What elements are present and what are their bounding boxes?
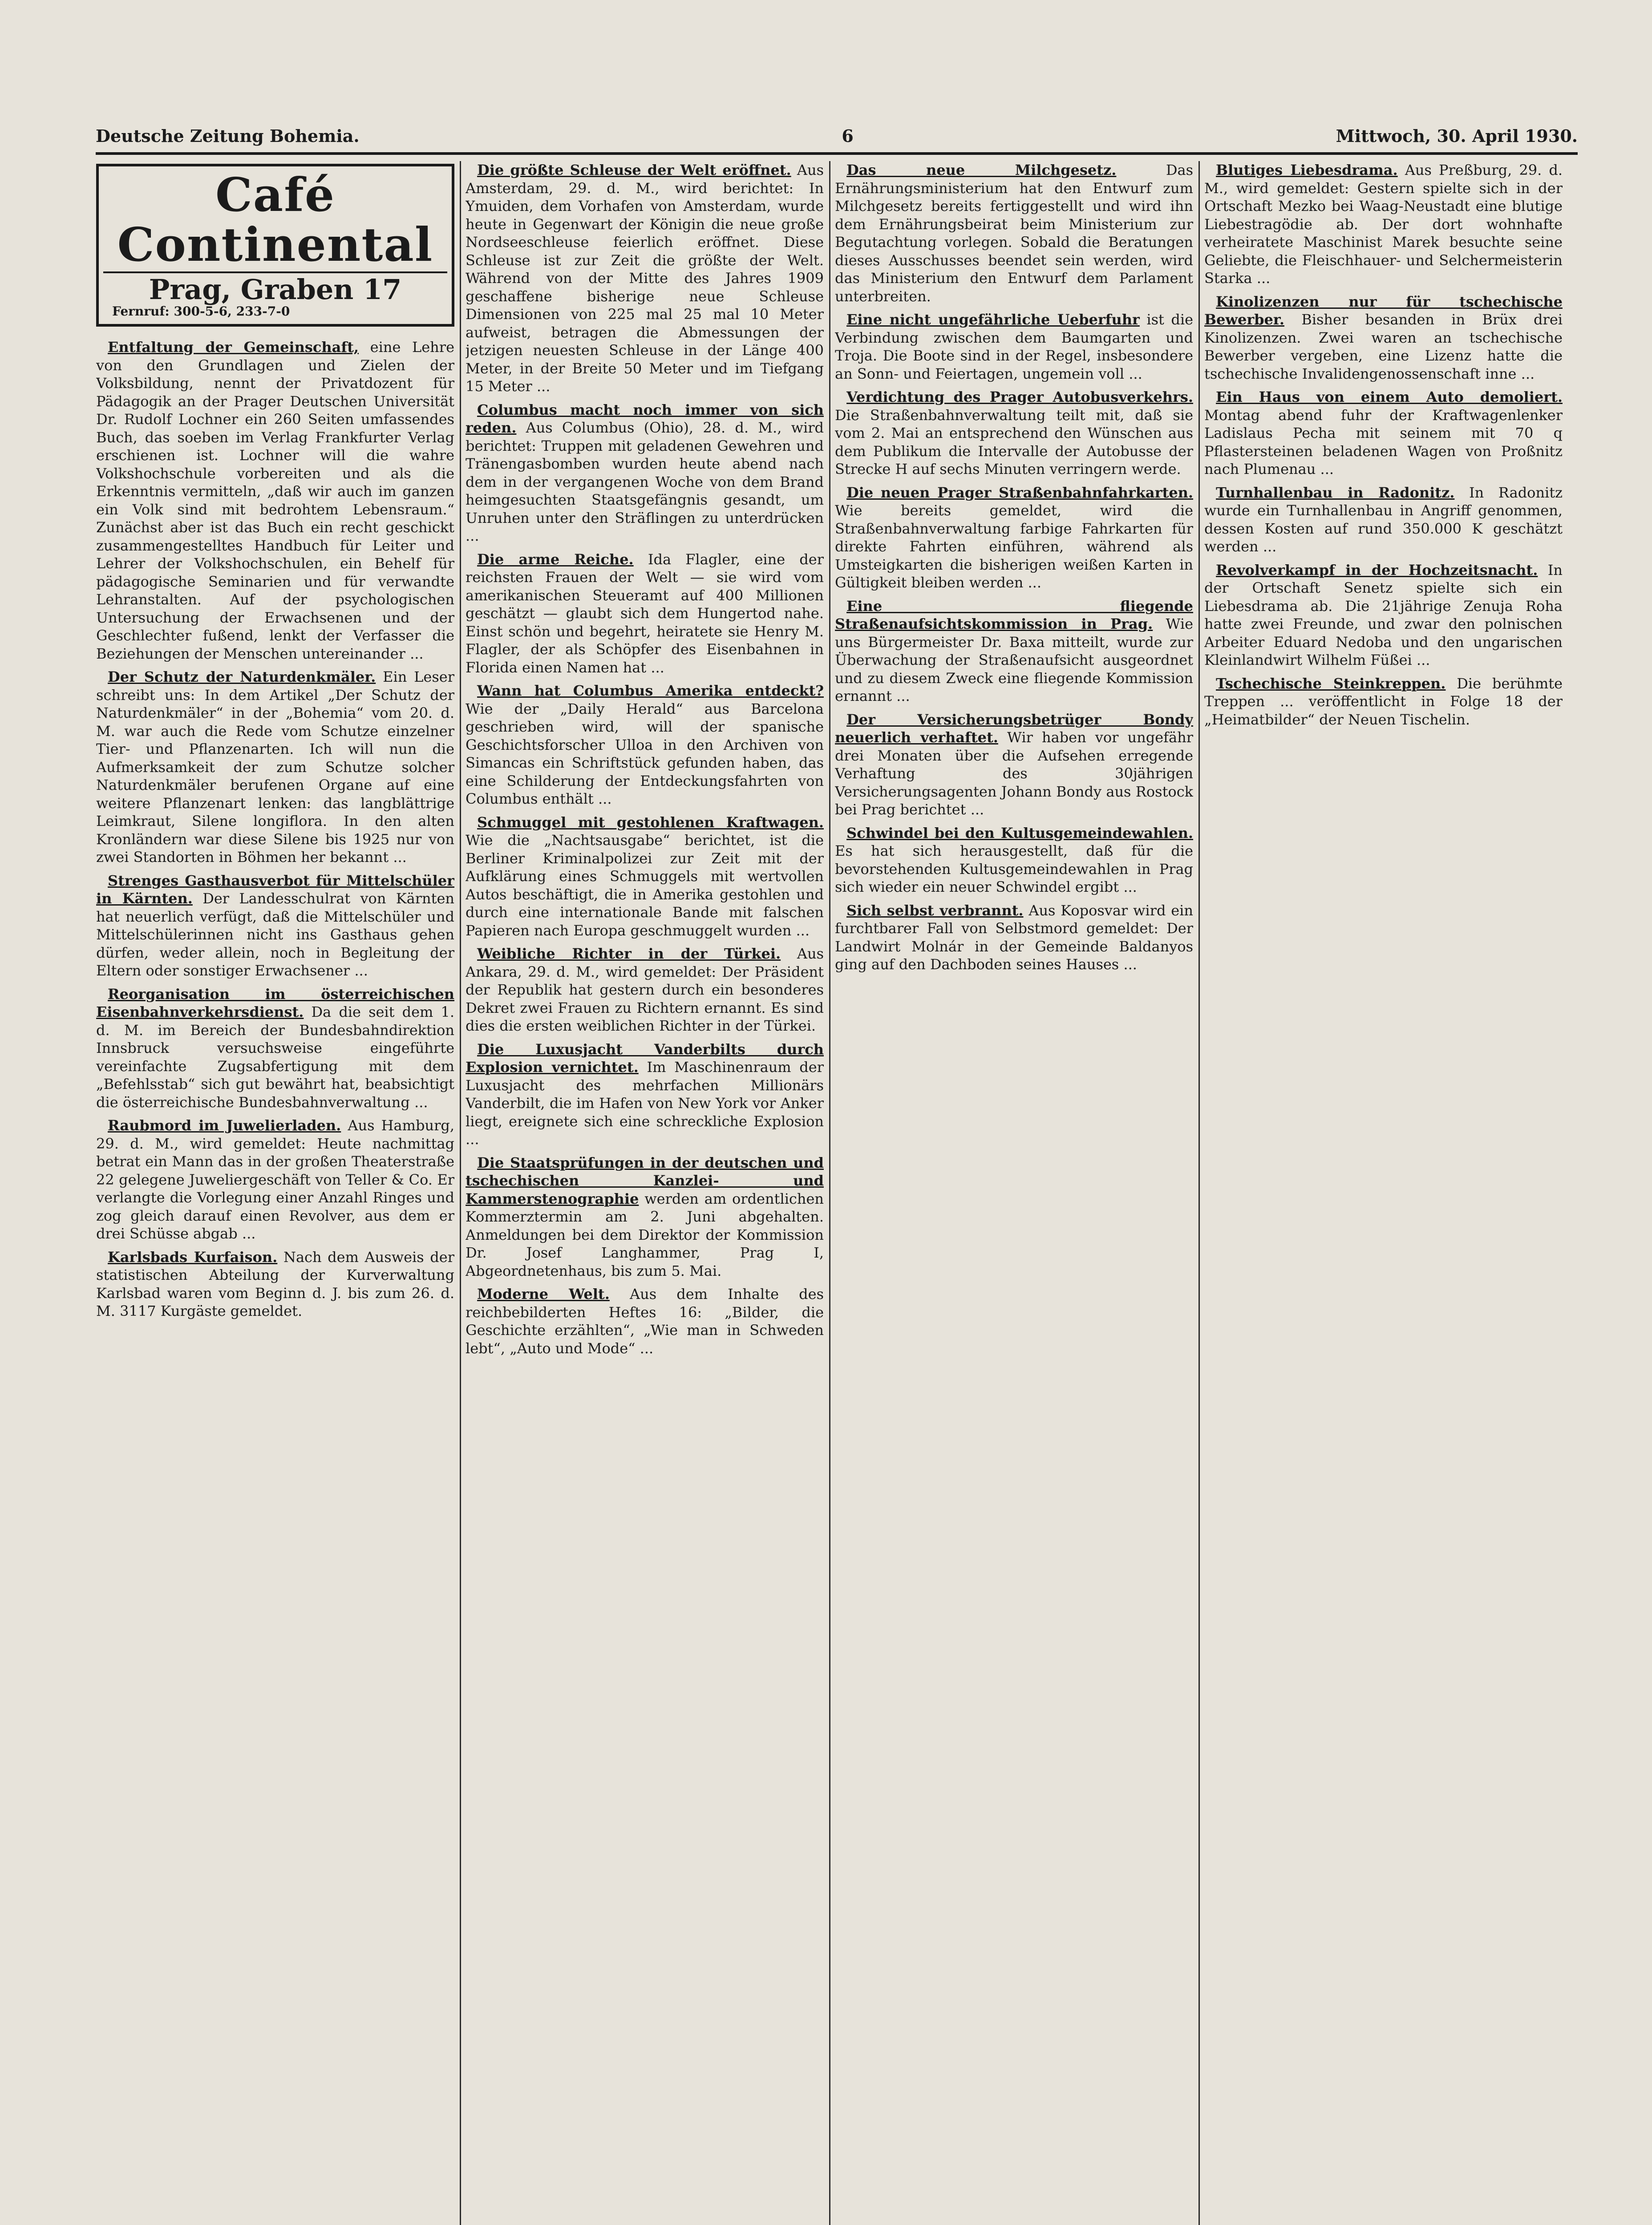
article-headline: Tschechische Steinkreppen.: [1216, 675, 1446, 692]
article-headline: Ein Haus von einem Auto demoliert.: [1216, 388, 1563, 405]
article: [466, 1285, 824, 1357]
article-text: Wie der „Daily Herald“ aus Barcelona geschrieben wird, will der spanische Geschichtsforscher Ulloa in den Archiven von Simancas ein Schriftstück gefunden haben, das eine Schilderung der Entdeckungsfahrten von Columbus enthält ...: [466, 700, 824, 807]
article-text: Wie bereits gemeldet, wird die Straßenbahnverwaltung farbige Fahrkarten für direkte Fahrten einführen, während als Umsteigkarten die bisherigen weißen Karten in Gültigkeit bleiben werden ...: [835, 502, 1193, 591]
article: [835, 311, 1193, 383]
article-headline: Weibliche Richter in der Türkei.: [477, 945, 781, 962]
article-headline: Die neuen Prager Straßenbahnfahrkarten.: [846, 484, 1193, 501]
article-text: Ida Flagler, eine der reichsten Frauen der Welt — sie wird vom amerikanischen Steueramt auf 400 Millionen geschätzt — glaubt sich dem Hungertod nahe. Einst schön und begehrt, heiratete sie Henry M. Flagler, der als Schöpfer des Eisenbahnen in Florida einen Namen hat ...: [466, 550, 824, 676]
page-number: 6: [842, 126, 854, 146]
article-text: Ein Leser schreibt uns: In dem Artikel „Der Schutz der Naturdenkmäler“ in der „Bohemia“ vom 20. d. M. war auch die Rede vom Schutze einzelner Tier- und Pflanzenarten. Ich will nun die Aufmerksamkeit der zum Schutze solcher Naturdenkmäler berufenen Organe auf eine weitere Pflanzenart lenken: das langblättrige Leimkraut, Silene longiflora. In den alten Kronländern war diese Silene bis 1925 nur von zwei Standorten in Böhmen her bekannt ...: [96, 668, 454, 866]
article-text: Aus Columbus (Ohio), 28. d. M., wird berichtet: Truppen mit geladenen Gewehren und Tränengasbomben wurden heute abend nach dem in der vergangenen Woche von dem Brand heimgesuchten Staatsgefängnis gesandt, um Unruhen unter den Sträflingen zu unterdrücken ...: [466, 419, 824, 544]
ad-name: Café Continental: [117, 167, 433, 272]
article-headline: Kinolizenzen nur für tschechische Bewerber.: [1204, 293, 1563, 328]
article-headline: Die Staatsprüfungen in der deutschen und tschechischen Kanzlei- und Kammerstenographie: [466, 1154, 824, 1207]
article-headline: Karlsbads Kurfaison.: [108, 1248, 278, 1266]
article: [96, 668, 454, 866]
article: [1204, 388, 1563, 478]
article-headline: Entfaltung der Gemeinschaft,: [108, 339, 359, 356]
article-text: Es hat sich herausgestellt, daß für die bevorstehenden Kultusgemeindewahlen in Prag sich wieder ein neuer Schwindel ergibt ...: [835, 842, 1193, 895]
article-headline: Schmuggel mit gestohlenen Kraftwagen.: [477, 813, 824, 831]
article-headline: Das neue Milchgesetz.: [846, 162, 1117, 178]
article-text: In der Ortschaft Senetz spielte sich ein Liebesdrama ab. Die 21jährige Zenuja Roha hatte zwei Freunde, und zwar den polnischen Arbeiter Eduard Nedoba und den ungarischen Kleinlandwirt Wilhelm Füßei ...: [1204, 561, 1563, 668]
article-text: Im Maschinenraum der Luxusjacht des mehrfachen Millionärs Vanderbilt, die im Hafen von New York vor Anker liegt, ereignete sich eine schreckliche Explosion ...: [466, 1059, 824, 1148]
article: [1204, 161, 1563, 287]
article-text: Aus Koposvar wird ein furchtbarer Fall von Selbstmord gemeldet: Der Landwirt Molnár in der Gemeinde Baldanyos ging auf den Dachboden seines Hauses ...: [835, 902, 1193, 973]
article: [96, 1248, 454, 1320]
column-divider: [460, 161, 461, 2225]
article-headline: Sich selbst verbrannt.: [846, 902, 1024, 919]
article-headline: Wann hat Columbus Amerika entdeckt?: [477, 682, 824, 699]
article-text: Das Ernährungsministerium hat den Entwurf zum Milchgesetz bereits fertiggestellt und wird ihn dem Ernährungsbeirat beim Ministerium zur Begutachtung vorlegen. Sobald die Beratungen dieses Ausschusses beendet sein werden, wird das Ministerium den Entwurf dem Parlament unterbreiten.: [835, 162, 1193, 305]
article: [96, 872, 454, 980]
article: [466, 401, 824, 545]
article-headline: Der Versicherungsbetrüger Bondy neuerlich verhaftet.: [835, 711, 1193, 746]
article: [1204, 293, 1563, 383]
article-headline: Die Luxusjacht Vanderbilts durch Explosion vernichtet.: [466, 1040, 824, 1076]
article-text: Montag abend fuhr der Kraftwagenlenker Ladislaus Pecha mit seinem mit 70 q Pflastersteinen beladenen Wagen von Proßnitz nach Plumenau ...: [1204, 406, 1563, 477]
article: [96, 1117, 454, 1243]
article-headline: Schwindel bei den Kultusgemeindewahlen.: [846, 824, 1193, 841]
article: [466, 682, 824, 808]
article-headline: Revolverkampf in der Hochzeitsnacht.: [1216, 561, 1538, 578]
article-headline: Columbus macht noch immer von sich reden.: [466, 401, 824, 436]
cafe-advertisement: [96, 164, 454, 327]
article: [1204, 675, 1563, 729]
article: [466, 1040, 824, 1149]
ad-address: Prag, Graben 17: [103, 271, 447, 304]
article-headline: Moderne Welt.: [477, 1286, 610, 1303]
article-text: Der Landesschulrat von Kärnten hat neuerlich verfügt, daß die Mittelschüler und Mittelschülerinnen nicht ins Gasthaus gehen dürfen, weder allein, noch in Begleitung der Eltern oder sonstiger Erwachsener ...: [96, 890, 454, 979]
column-4: [1204, 161, 1563, 2225]
article: [835, 597, 1193, 705]
article: [835, 824, 1193, 896]
article-text: Da die seit dem 1. d. M. im Bereich der Bundesbahndirektion Innsbruck versuchsweise eingeführte vereinfachte Zugsabfertigung mit dem „Befehlsstab“ sich gut bewährt hat, beabsichtigt die österreichische Bundesbahnverwaltung ...: [96, 1003, 454, 1111]
article-text: Aus Preßburg, 29. d. M., wird gemeldet: Gestern spielte sich in der Ortschaft Mezko bei Waag-Neustadt eine blutige Liebestragödie ab. Der dort wohnhafte verheiratete Maschinist Marek besuchte seine Geliebte, die Fleischhauer- und Selchermeisterin Starka ...: [1204, 162, 1563, 287]
article: [835, 388, 1193, 478]
article-headline: Strenges Gasthausverbot für Mittelschüler in Kärnten.: [96, 872, 454, 907]
column-1: [96, 161, 454, 2225]
article-headline: Der Schutz der Naturdenkmäler.: [108, 668, 376, 685]
article: [835, 711, 1193, 819]
article-headline: Eine nicht ungefährliche Ueberfuhr: [846, 311, 1140, 328]
article-headline: Verdichtung des Prager Autobusverkehrs.: [846, 388, 1193, 405]
column-divider: [1199, 161, 1200, 2225]
column-3: [835, 161, 1193, 2225]
article-headline: Eine fliegende Straßenaufsichtskommission in Prag.: [835, 597, 1193, 632]
article-text: Nach dem Ausweis der statistischen Abteilung der Kurverwaltung Karlsbad waren vom Beginn d. J. bis zum 26. d. M. 3117 Kurgäste gemeldet.: [96, 1248, 454, 1319]
article: [466, 161, 824, 396]
article-text: Wie uns Bürgermeister Dr. Baxa mitteilt, wurde zur Überwachung der Straßenaufsicht ausgeordnet und zu diesem Zweck eine fliegende Kommission ernannt ...: [835, 615, 1193, 704]
column-2: [466, 161, 824, 2225]
article-headline: Raubmord im Juwelierladen.: [108, 1117, 341, 1134]
article-text: Aus Amsterdam, 29. d. M., wird berichtet: In Ymuiden, dem Vorhafen von Amsterdam, wurde heute in Gegenwart der Königin die neue große Nordseeschleuse feierlich eröffnet. Diese Schleuse ist zur Zeit die größte der Welt. Während von der Mitte des Jahres 1909 geschaffene bisherige neue Schleuse Dimensionen von 225 mal 25 mal 10 Meter aufweist, betragen die Abmessungen der jetzigen neuesten Schleuse in der Länge 400 Meter, in der Breite 50 Meter und im Tiefgang 15 Meter ...: [466, 162, 824, 395]
article-text: Wie die „Nachtsausgabe“ berichtet, ist die Berliner Kriminalpolizei zur Zeit mit der Aufklärung eines Schmuggels mit wertvollen Autos beschäftigt, die in Amerika gestohlen und durch eine internationale Bande mit falschen Papieren nach Europa geschmuggelt wurden ...: [466, 832, 824, 939]
article: [835, 484, 1193, 592]
article-text: Aus dem Inhalte des reichbebilderten Heftes 16: „Bilder, die Geschichte erzählten“, „Wie man in Schweden lebt“, „Auto und Mode“ ...: [466, 1286, 824, 1357]
article-text: eine Lehre von den Grundlagen und Zielen der Volksbildung, nennt der Privatdozent für Pädagogik an der Prager Deutschen Universität Dr. Rudolf Lochner ein 260 Seiten umfassendes Buch, das soeben im Verlag Frankfurter Verlag erschienen ist. Lochner will die wahre Volkshochschule vorbereiten und als die Erkenntnis vermitteln, „daß wir auch im ganzen ein Volk sind mit bedrohtem Lebensraum.“ Zunächst aber ist das Buch ein recht geschickt zusammengestelltes Handbuch für Leiter und Lehrer der Volkshochschulen, ein Behelf für pädagogische Seminarien und für verwandte Lehranstalten. Auf der psychologischen Untersuchung der Erwachsenen und der Geschlechter fußend, lenkt der Verfasser die Beziehungen der Menschen untereinander ...: [96, 339, 454, 662]
article: [466, 550, 824, 677]
article: [835, 902, 1193, 974]
article-text: In Radonitz wurde ein Turnhallenbau in Angriff genommen, dessen Kosten auf rund 350.000 K geschätzt werden ...: [1204, 484, 1563, 555]
article: [96, 338, 454, 663]
article-headline: Reorganisation im österreichischen Eisenbahnverkehrsdienst.: [96, 985, 454, 1020]
article-text: Die Straßenbahnverwaltung teilt mit, daß sie vom 2. Mai an entsprechend den Wünschen aus dem Publikum die Intervalle der Autobusse der Strecke H auf sechs Minuten verringern werde.: [835, 406, 1193, 477]
article: [835, 161, 1193, 305]
article-headline: Blutiges Liebesdrama.: [1216, 162, 1398, 178]
article-text: ist die Verbindung zwischen dem Baumgarten und Troja. Die Boote sind in der Regel, insbesondere an Sonn- und Feiertagen, ungemein voll ...: [835, 311, 1193, 382]
article-headline: Turnhallenbau in Radonitz.: [1216, 484, 1455, 501]
article-text: Aus Hamburg, 29. d. M., wird gemeldet: Heute nachmittag betrat ein Mann das in der großen Theaterstraße 22 gelegene Juweliergeschäft von Teller & Co. Er verlangte die Vorlegung einer Anzahl Ringes und zog gleich darauf einen Revolver, aus dem er drei Schüsse abgab ...: [96, 1117, 454, 1242]
article-text: Wir haben vor ungefähr drei Monaten über die Aufsehen erregende Verhaftung des 30jährigen Versicherungsagenten Johann Bondy aus Rostock bei Prag berichtet ...: [835, 729, 1193, 818]
article: [466, 813, 824, 940]
page-header: [96, 125, 1578, 146]
article: [466, 1154, 824, 1280]
article-headline: Die größte Schleuse der Welt eröffnet.: [477, 162, 791, 178]
article-headline: Die arme Reiche.: [477, 550, 634, 568]
paper-name: Deutsche Zeitung Bohemia.: [96, 126, 360, 146]
ad-phones: Fernruf: 300-5-6, 233-7-0: [112, 304, 290, 319]
column-divider: [829, 161, 830, 2225]
article-text: werden am ordentlichen Kommerztermin am 2. Juni abgehalten. Anmeldungen bei dem Direktor der Kommission Dr. Josef Langhammer, Prag I, Abgeordnetenhaus, bis zum 5. Mai.: [466, 1190, 824, 1279]
article: [1204, 484, 1563, 556]
issue-date: Mittwoch, 30. April 1930.: [1336, 126, 1578, 146]
header-rule: [96, 152, 1578, 155]
article: [1204, 561, 1563, 669]
article-text: Aus Ankara, 29. d. M., wird gemeldet: Der Präsident der Republik hat gestern durch ein besonderes Dekret zwei Frauen zu Richtern ernannt. Es sind dies die ersten weiblichen Richter in der Türkei.: [466, 945, 824, 1034]
article-text: Die berühmte Treppen ... veröffentlicht in Folge 18 der „Heimatbilder“ der Neuen Tischelin.: [1204, 675, 1563, 728]
article: [96, 985, 454, 1112]
article: [466, 945, 824, 1035]
article-text: Bisher besanden in Brüx drei Kinolizenzen. Zwei waren an tschechische Bewerber vergeben, eine Lizenz hatte die tschechische Invalidengenossenschaft inne ...: [1204, 311, 1563, 382]
